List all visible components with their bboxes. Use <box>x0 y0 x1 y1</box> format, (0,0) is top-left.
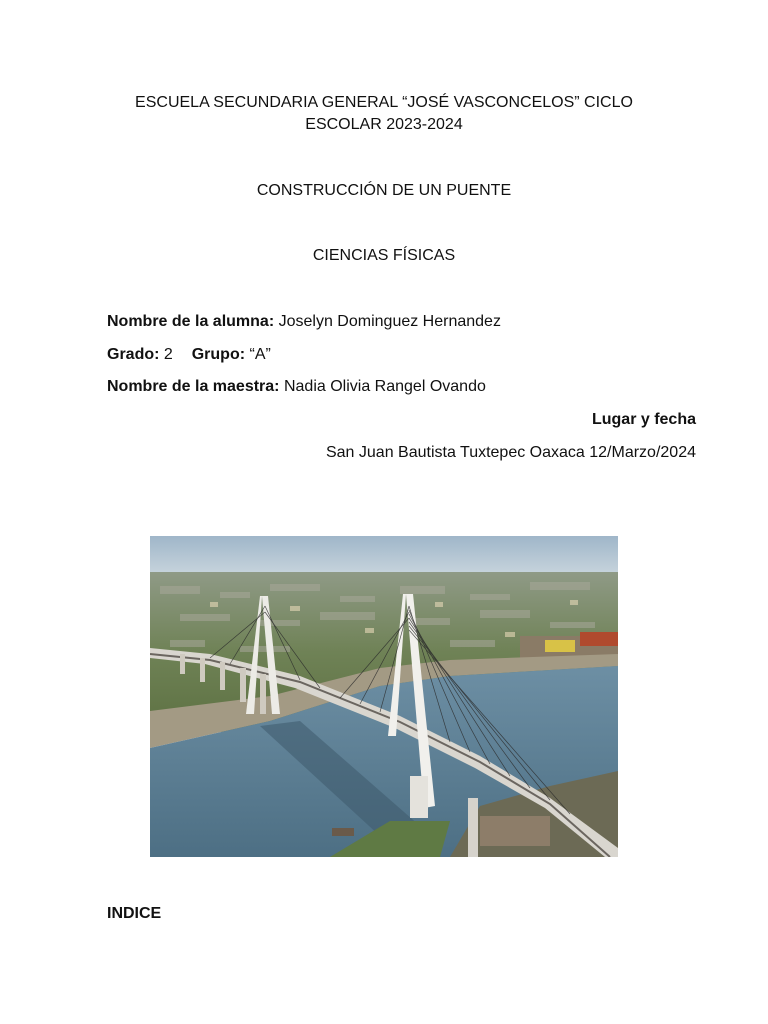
school-name-line-1: ESCUELA SECUNDARIA GENERAL “JOSÉ VASCONCELOS” CICLO <box>135 94 633 111</box>
student-name-label: Nombre de la alumna: <box>107 313 275 330</box>
grade-group-field <box>107 344 271 366</box>
place-date-label: Lugar y fecha <box>591 411 696 428</box>
group-label: Grupo: <box>191 346 246 363</box>
cable-stayed-bridge-photo <box>150 536 618 857</box>
place-date-value: San Juan Bautista Tuxtepec Oaxaca 12/Marzo/2024 <box>325 444 696 461</box>
grade-label: Grado: <box>107 346 160 363</box>
school-name-line-2: ESCOLAR 2023-2024 <box>305 116 463 133</box>
subject-title: CIENCIAS FÍSICAS <box>312 247 456 264</box>
project-title: CONSTRUCCIÓN DE UN PUENTE <box>256 182 512 199</box>
student-name-value: Joselyn Dominguez Hernandez <box>278 313 501 330</box>
index-heading: INDICE <box>107 905 162 922</box>
grade-value: 2 <box>163 346 173 363</box>
teacher-name-field <box>107 376 486 398</box>
teacher-name-label: Nombre de la maestra: <box>107 378 280 395</box>
student-name-field <box>107 311 501 333</box>
teacher-name-value: Nadia Olivia Rangel Ovando <box>283 378 486 395</box>
group-value: “A” <box>249 346 271 363</box>
